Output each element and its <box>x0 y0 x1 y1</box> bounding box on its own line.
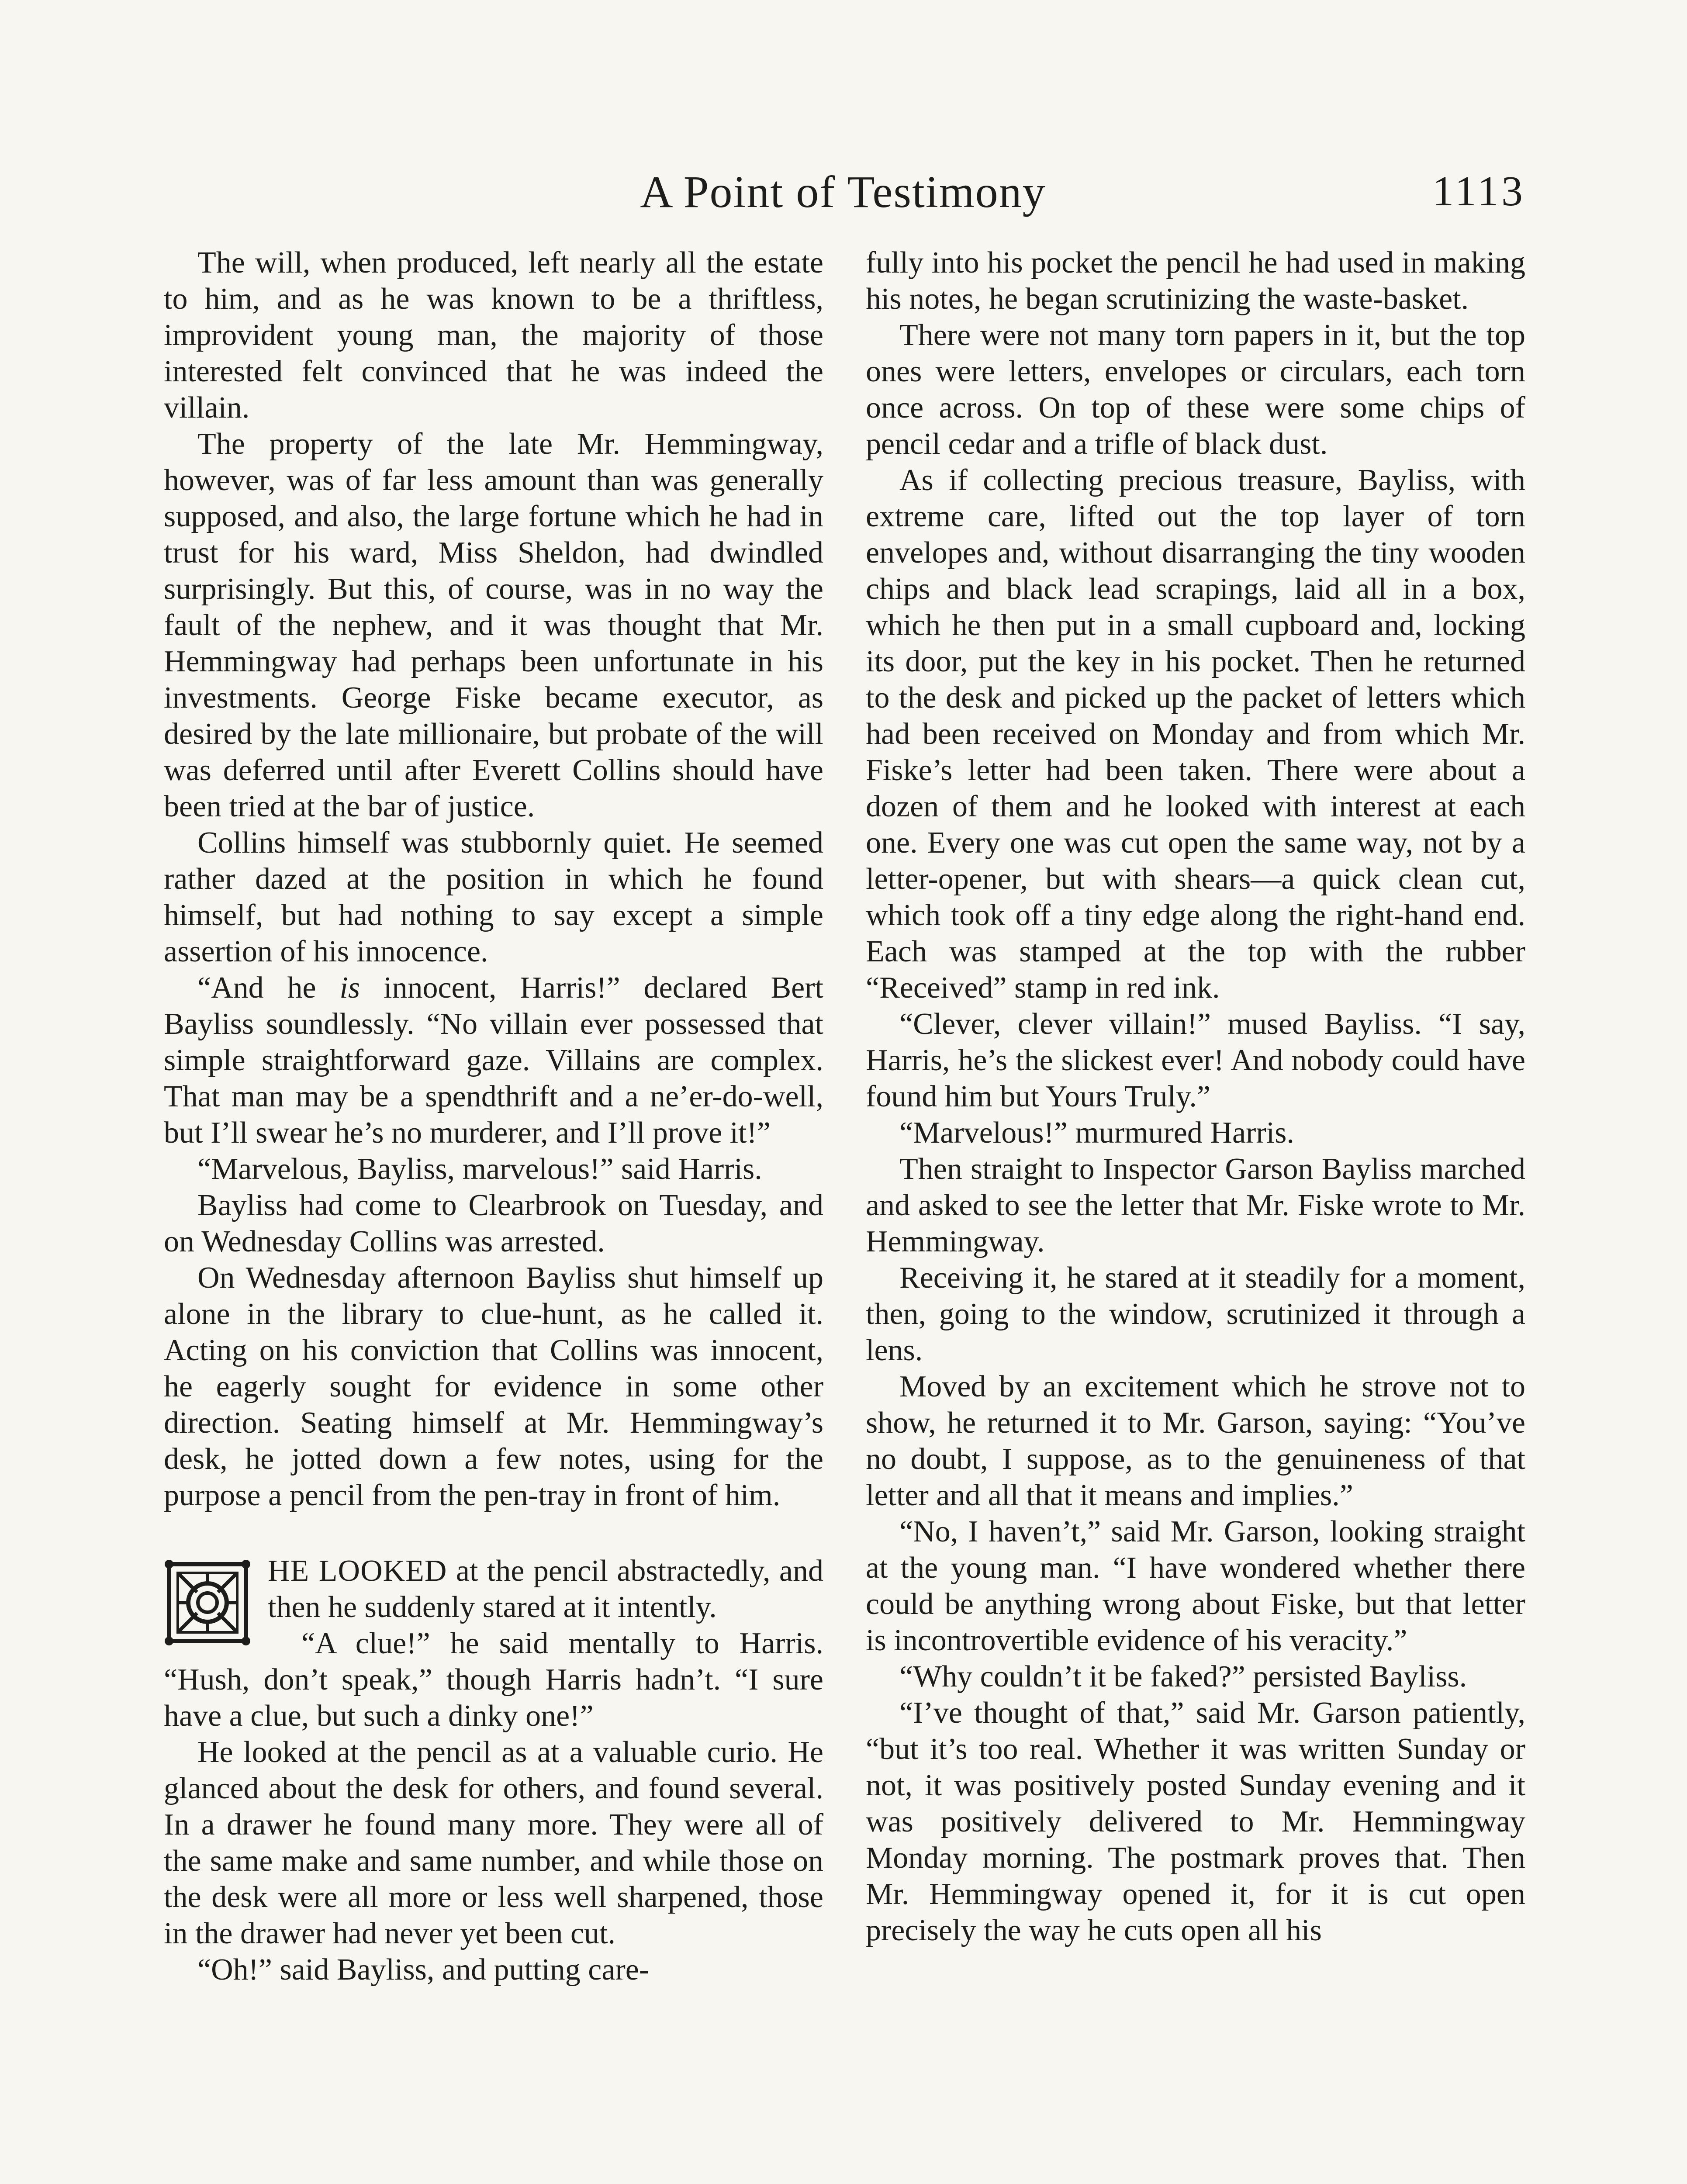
paragraph: Bayliss had come to Clearbrook on Tuesday, and on Wednesday Collins was arrested. <box>164 1189 823 1258</box>
paragraph: “Marvelous, Bayliss, marvelous!” said Harris. <box>197 1152 762 1186</box>
text-run: innocent, Harris!” declared Bert Bayliss soundlessly. “No villain ever possessed that simple straightforward gaze. Villains are complex. That man may be a spendthrift and a ne’er-do-well, but I’ll swear he’s no murderer, and I’ll prove it!” <box>164 971 823 1150</box>
paragraph: The will, when produced, left nearly all the estate to him, and as he was known to be a thriftless, improvident young man, the majority of those interested felt convinced that he was indeed the villain. <box>164 246 823 425</box>
paragraph: “Clever, clever villain!” mused Bayliss. “I say, Harris, he’s the slickest ever! And nobody could have found him but Yours Truly.” <box>866 1007 1525 1113</box>
paragraph: “Why couldn’t it be faked?” persisted Bayliss. <box>899 1660 1467 1693</box>
paragraph: “Oh!” said Bayliss, and putting care- <box>197 1953 650 1987</box>
right-column <box>866 245 1525 1949</box>
text-run: “And he <box>197 971 340 1005</box>
section-opening-paragraph <box>164 1553 823 1625</box>
paragraph: “I’ve thought of that,” said Mr. Garson patiently, “but it’s too real. Whether it was written Sunday or not, it was positively posted Sunday evening and it was positively delivered to Mr. Hemmingway Monday morning. The postmark proves that. Then Mr. Hemmingway opened it, for it is cut open precisely the way he cuts open all his <box>866 1696 1525 1947</box>
paragraph: The property of the late Mr. Hemmingway, however, was of far less amount than was generally supposed, and also, the large fortune which he had in trust for his ward, Miss Sheldon, had dwindled surprisingly. But this, of course, was in no way the fault of the nephew, and it was thought that Mr. Hemmingway had perhaps been unfortunate in his investments. George Fiske became executor, as desired by the late millionaire, but probate of the will was deferred until after Everett Collins should have been tried at the bar of justice. <box>164 427 823 823</box>
paragraph: fully into his pocket the pencil he had used in making his notes, he began scrutinizing the waste-basket. <box>866 246 1525 316</box>
paragraph <box>164 970 823 1151</box>
paragraph: He looked at the pencil as at a valuable curio. He glanced about the desk for others, and found several. In a drawer he found many more. They were all of the same make and same number, and while those on the desk were all more or less well sharpened, those in the drawer had never yet been cut. <box>164 1735 823 1950</box>
paragraph: “No, I haven’t,” said Mr. Garson, looking straight at the young man. “I have wondered whether there could be anything wrong about Fiske, but that letter is incontrovertible evidence of his veracity.” <box>866 1515 1525 1657</box>
lead-in-caps: HE LOOKED <box>268 1554 447 1588</box>
running-title: A Point of Testimony <box>640 167 1046 217</box>
paragraph: “A clue!” he said mentally to Harris. “Hush, don’t speak,” though Harris hadn’t. “I sure have a clue, but such a dinky one!” <box>164 1627 823 1733</box>
emphasis: is <box>339 971 360 1005</box>
paragraph: There were not many torn papers in it, but the top ones were letters, envelopes or circulars, each torn once across. On top of these were some chips of pencil cedar and a trifle of black dust. <box>866 318 1525 461</box>
page-header <box>0 157 1687 236</box>
celtic-knot-ornament-icon <box>164 1559 251 1646</box>
paragraph: Then straight to Inspector Garson Bayliss marched and asked to see the letter that Mr. Fiske wrote to Mr. Hemmingway. <box>866 1152 1525 1258</box>
paragraph: “Marvelous!” murmured Harris. <box>899 1116 1294 1150</box>
page-number: 1113 <box>1432 168 1525 215</box>
paragraph: Moved by an excitement which he strove not to show, he returned it to Mr. Garson, saying: “You’ve no doubt, I suppose, as to the genuineness of that letter and all that it means and implies.” <box>866 1370 1525 1512</box>
left-column <box>164 245 823 1988</box>
paragraph: As if collecting precious treasure, Bayliss, with extreme care, lifted out the top layer of torn envelopes and, without disarranging the tiny wooden chips and black lead scrapings, laid all in a box, which he then put in a small cupboard and, locking its door, put the key in his pocket. Then he returned to the desk and picked up the packet of letters which had been received on Monday and from which Mr. Fiske’s letter had been taken. There were about a dozen of them and he looked with interest at each one. Every one was cut open the same way, not by a letter-opener, but with shears—a quick clean cut, which took off a tiny edge along the right-hand end. Each was stamped at the top with the rubber “Received” stamp in red ink. <box>866 463 1525 1005</box>
paragraph: Collins himself was stubbornly quiet. He seemed rather dazed at the position in which he found himself, but had nothing to say except a simple assertion of his innocence. <box>164 826 823 968</box>
paragraph: Receiving it, he stared at it steadily for a moment, then, going to the window, scrutinized it through a lens. <box>866 1261 1525 1367</box>
paragraph: On Wednesday afternoon Bayliss shut himself up alone in the library to clue-hunt, as he called it. Acting on his conviction that Collins was innocent, he eagerly sought for evidence in some other direction. Seating himself at Mr. Hemmingway’s desk, he jotted down a few notes, using for the purpose a pencil from the pen-tray in front of him. <box>164 1261 823 1512</box>
text-run: at the pencil abstractedly, and then he suddenly stared at it intently. <box>268 1554 823 1624</box>
